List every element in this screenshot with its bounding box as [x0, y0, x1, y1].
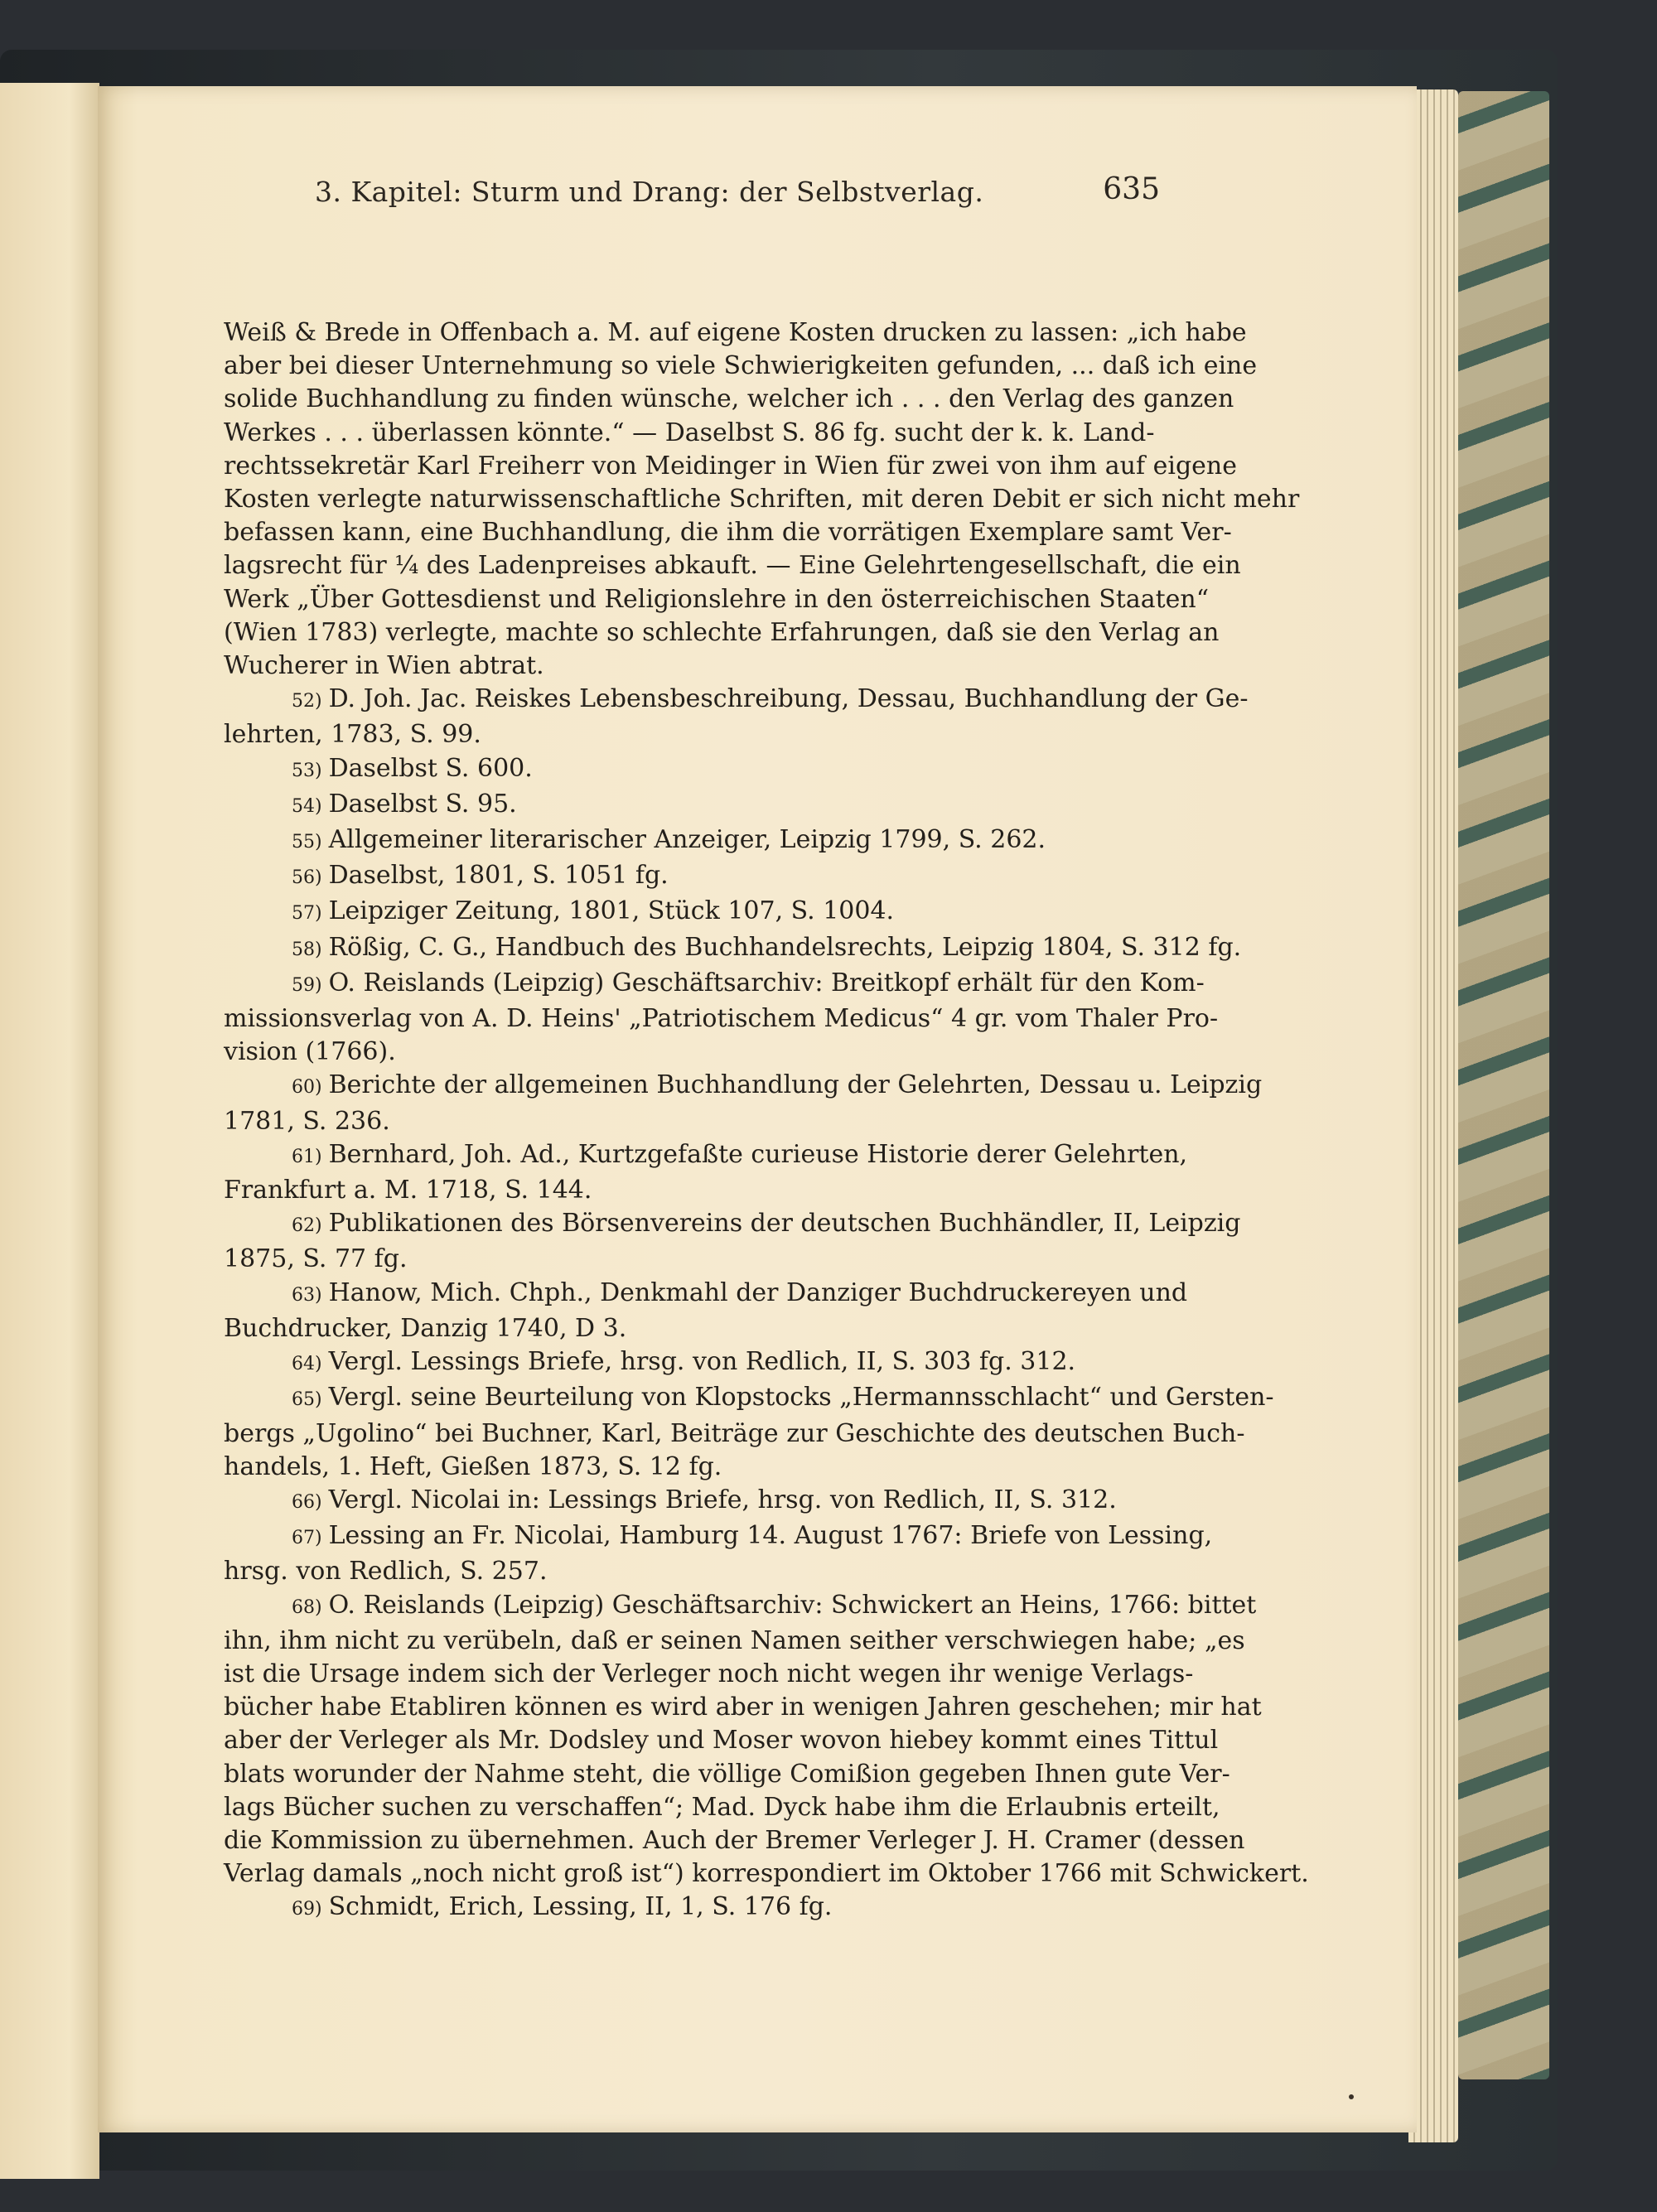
footnote-text: Hanow, Mich. Chph., Denkmahl der Danziger Buchdruckereyen und [328, 1277, 1188, 1307]
footnote-line: aber der Verleger als Mr. Dodsley und Moser wovon hiebey kommt eines Tittul [224, 1726, 1219, 1756]
left-page-edge [0, 83, 99, 2179]
footnote-55 [224, 823, 1152, 859]
footnote-number: 66) [292, 1491, 322, 1513]
footnote-number: 67) [292, 1528, 322, 1549]
footnote-number: 57) [292, 903, 322, 925]
footnote-65 [224, 1381, 1274, 1484]
footnote-line: Frankfurt a. M. 1718, S. 144. [224, 1176, 592, 1205]
footnote-line: lehrten, 1783, S. 99. [224, 720, 481, 750]
footnote-line: ihn, ihm nicht zu verübeln, daß er seinen Namen seither verschwiegen habe; „es [224, 1625, 1245, 1655]
footnote-54 [224, 788, 1152, 823]
footnote-66 [224, 1484, 1152, 1519]
page-number: 635 [1103, 172, 1160, 206]
text-line: befassen kann, eine Buchhandlung, die ihm die vorrätigen Exemplare samt Ver- [224, 518, 1232, 548]
footnote-line: die Kommission zu übernehmen. Auch der Bremer Verleger J. H. Cramer (dessen [224, 1825, 1245, 1855]
footnote-line [224, 1484, 1152, 1519]
footnote-number: 55) [292, 832, 322, 853]
footnote-line: missionsverlag von A. D. Heins' „Patriotischem Medicus“ 4 gr. vom Thaler Pro- [224, 1004, 1219, 1034]
footnote-line [224, 1277, 1188, 1312]
text-line: Werk „Über Gottesdienst und Religionslehre in den österreichischen Staaten“ [224, 584, 1210, 614]
footnote-line [224, 1069, 1263, 1104]
footnote-text: D. Joh. Jac. Reiskes Lebensbeschreibung, Dessau, Buchhandlung der Ge- [328, 684, 1249, 714]
footnote-number: 52) [292, 691, 322, 712]
footnote-56 [224, 859, 1152, 895]
footnote-line [224, 1138, 1188, 1174]
footnote-number: 54) [292, 795, 322, 817]
footnote-text: Schmidt, Erich, Lessing, II, 1, S. 176 fg. [328, 1892, 833, 1922]
footnote-text: Vergl. Nicolai in: Lessings Briefe, hrsg. von Redlich, II, S. 312. [328, 1485, 1117, 1514]
footnote-number: 63) [292, 1284, 322, 1306]
footnote-line: blats worunder der Nahme steht, die völlige Comißion gegeben Ihnen gute Ver- [224, 1759, 1230, 1789]
continuation-paragraph [224, 316, 1300, 683]
footnote-53 [224, 752, 1152, 788]
footnote-line [224, 1589, 1257, 1625]
footnote-line: handels, 1. Heft, Gießen 1873, S. 12 fg. [224, 1451, 722, 1481]
footnote-60 [224, 1069, 1263, 1137]
footnote-line [224, 823, 1152, 859]
footnote-number: 69) [292, 1899, 322, 1920]
footnote-line: 1875, S. 77 fg. [224, 1244, 408, 1274]
marbled-endpaper [1458, 91, 1549, 2079]
footnote-line [224, 788, 1152, 823]
footnote-text: Leipziger Zeitung, 1801, Stück 107, S. 1004. [328, 896, 895, 926]
text-line: aber bei dieser Unternehmung so viele Schwierigkeiten gefunden, ... daß ich eine [224, 351, 1258, 381]
footnote-number: 64) [292, 1354, 322, 1375]
footnote-52 [224, 683, 1249, 751]
footnote-63 [224, 1277, 1188, 1345]
page-header [315, 167, 1160, 217]
footnote-line: vision (1766). [224, 1037, 396, 1067]
footnote-line: Buchdrucker, Danzig 1740, D 3. [224, 1313, 627, 1343]
footnote-line [224, 683, 1249, 718]
footnote-line [224, 931, 1242, 967]
footnote-text: O. Reislands (Leipzig) Geschäftsarchiv: Schwickert an Heins, 1766: bittet [328, 1590, 1257, 1620]
footnote-number: 65) [292, 1389, 322, 1411]
footnote-text: Daselbst S. 600. [328, 753, 533, 783]
footnote-67 [224, 1519, 1213, 1588]
footnote-number: 53) [292, 760, 322, 781]
footnote-number: 61) [292, 1146, 322, 1167]
footnote-line [224, 967, 1205, 1002]
footnote-57 [224, 895, 1152, 930]
footnote-text: Lessing an Fr. Nicolai, Hamburg 14. August 1767: Briefe von Lessing, [328, 1521, 1213, 1551]
text-line: (Wien 1783) verlegte, machte so schlechte Erfahrungen, daß sie den Verlag an [224, 617, 1220, 647]
footnote-number: 58) [292, 939, 322, 960]
text-line: lagsrecht für ¼ des Ladenpreises abkauft. — Eine Gelehrtengesellschaft, die ein [224, 551, 1241, 581]
footnote-text: Rößig, C. G., Handbuch des Buchhandelsrechts, Leipzig 1804, S. 312 fg. [328, 932, 1242, 962]
text-line: solide Buchhandlung zu finden wünsche, welcher ich . . . den Verlag des ganzen [224, 384, 1234, 414]
footnote-text: Berichte der allgemeinen Buchhandlung der Gelehrten, Dessau u. Leipzig [328, 1070, 1263, 1100]
footnote-line [224, 752, 1152, 788]
footnote-text: Daselbst, 1801, S. 1051 fg. [328, 861, 669, 891]
footnote-number: 68) [292, 1596, 322, 1618]
footnote-text: Bernhard, Joh. Ad., Kurtzgefaßte curieuse Historie derer Gelehrten, [328, 1139, 1188, 1169]
footnote-text: Daselbst S. 95. [328, 789, 517, 819]
footnote-number: 62) [292, 1215, 322, 1237]
footnote-line [224, 859, 1152, 895]
footnote-line: ist die Ursage indem sich der Verleger noch nicht wegen ihr wenige Verlags- [224, 1659, 1194, 1688]
footnote-line: Verlag damals „noch nicht groß ist“) korrespondiert im Oktober 1766 mit Schwickert. [224, 1859, 1309, 1889]
footnote-61 [224, 1138, 1188, 1207]
footnote-text: O. Reislands (Leipzig) Geschäftsarchiv: Breitkopf erhält für den Kom- [328, 968, 1205, 997]
footnote-64 [224, 1345, 1152, 1381]
footnote-69 [224, 1891, 1152, 1926]
footnote-text: Vergl. Lessings Briefe, hrsg. von Redlich, II, S. 303 fg. 312. [328, 1347, 1076, 1377]
footnote-68 [224, 1589, 1309, 1891]
footnote-line: bücher habe Etabliren können es wird aber in wenigen Jahren geschehen; mir hat [224, 1693, 1262, 1722]
footnote-text: Allgemeiner literarischer Anzeiger, Leipzig 1799, S. 262. [328, 825, 1046, 855]
footnote-text: Vergl. seine Beurteilung von Klopstocks „Hermannsschlacht“ und Gersten- [328, 1383, 1274, 1413]
footnote-text-block [224, 316, 1309, 1927]
page-speck [1349, 2094, 1354, 2099]
text-line: rechtssekretär Karl Freiherr von Meidinger in Wien für zwei von ihm auf eigene [224, 451, 1237, 481]
footnote-62 [224, 1207, 1241, 1276]
footnote-58 [224, 931, 1242, 967]
text-line: Werkes . . . überlassen könnte.“ — Daselbst S. 86 fg. sucht der k. k. Land- [224, 418, 1155, 447]
text-line: Wucherer in Wien abtrat. [224, 651, 544, 681]
footnote-number: 59) [292, 974, 322, 996]
footnote-line: lags Bücher suchen zu verschaffen“; Mad. Dyck habe ihm die Erlaubnis erteilt, [224, 1792, 1220, 1822]
footnote-line [224, 1345, 1152, 1381]
footnote-line [224, 1381, 1274, 1417]
footnote-line: bergs „Ugolino“ bei Buchner, Karl, Beiträge zur Geschichte des deutschen Buch- [224, 1418, 1245, 1448]
footnote-line [224, 1519, 1213, 1555]
footnote-59 [224, 967, 1219, 1070]
running-title: 3. Kapitel: Sturm und Drang: der Selbstverlag. [315, 176, 984, 208]
footnote-line: hrsg. von Redlich, S. 257. [224, 1557, 548, 1587]
text-line: Kosten verlegte naturwissenschaftliche Schriften, mit deren Debit er sich nicht mehr [224, 485, 1300, 514]
footnote-line [224, 1207, 1241, 1243]
footnote-line: 1781, S. 236. [224, 1106, 390, 1136]
text-line: Weiß & Brede in Offenbach a. M. auf eigene Kosten drucken zu lassen: „ich habe [224, 318, 1247, 347]
footnote-line [224, 1891, 1152, 1926]
footnote-line [224, 895, 1152, 930]
footnote-number: 60) [292, 1077, 322, 1099]
footnote-number: 56) [292, 867, 322, 889]
footnote-text: Publikationen des Börsenvereins der deutschen Buchhändler, II, Leipzig [328, 1209, 1241, 1239]
